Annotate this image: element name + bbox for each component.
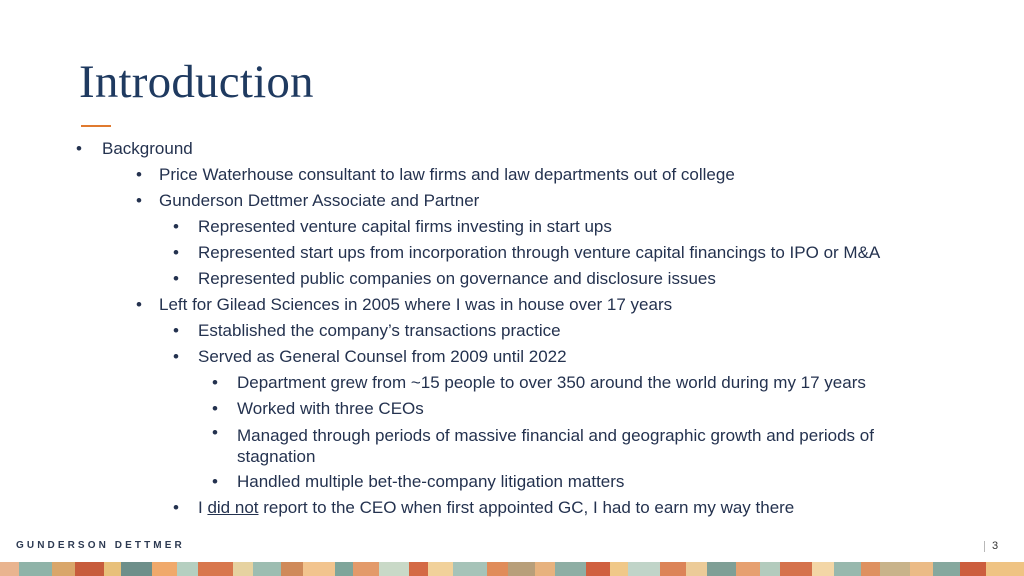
- bullet-list: [0, 136, 1024, 521]
- stripe-segment: [428, 562, 452, 576]
- stripe-segment: [812, 562, 834, 576]
- stripe-segment: [508, 562, 536, 576]
- stripe-segment: [861, 562, 880, 576]
- stripe-segment: [736, 562, 760, 576]
- bullet-litigation-matters: • Handled multiple bet-the-company litigation matters: [0, 469, 1024, 495]
- stripe-segment: [834, 562, 861, 576]
- stripe-segment: [121, 562, 152, 576]
- bullet-gilead-sciences: • Left for Gilead Sciences in 2005 where I was in house over 17 years: [0, 292, 1024, 318]
- stripe-segment: [198, 562, 233, 576]
- stripe-segment: [379, 562, 409, 576]
- bullet-general-counsel: • Served as General Counsel from 2009 until 2022: [0, 344, 1024, 370]
- stripe-segment: [253, 562, 281, 576]
- stripe-segment: [152, 562, 177, 576]
- bullet-report-post: report to the CEO when first appointed GC, I had to earn my way there: [258, 498, 795, 517]
- stripe-segment: [880, 562, 910, 576]
- stripe-segment: [52, 562, 75, 576]
- stripe-segment: [177, 562, 198, 576]
- stripe-segment: [933, 562, 961, 576]
- stripe-segment: [707, 562, 736, 576]
- stripe-segment: [586, 562, 609, 576]
- stripe-segment: [19, 562, 52, 576]
- stripe-segment: [660, 562, 685, 576]
- stripe-segment: [760, 562, 780, 576]
- bullet-start-ups: • Represented start ups from incorporation through venture capital financings to IPO or M&A: [0, 240, 1024, 266]
- stripe-segment: [555, 562, 586, 576]
- stripe-segment: [453, 562, 487, 576]
- stripe-segment: [75, 562, 104, 576]
- stripe-segment: [686, 562, 707, 576]
- bullet-report-pre: I: [198, 498, 208, 517]
- stripe-segment: [487, 562, 508, 576]
- stripe-segment: [960, 562, 985, 576]
- stripe-segment: [0, 562, 19, 576]
- stripe-segment: [104, 562, 121, 576]
- stripe-segment: [409, 562, 428, 576]
- bullet-transactions-practice: • Established the company’s transactions practice: [0, 318, 1024, 344]
- bullet-three-ceos: • Worked with three CEOs: [0, 396, 1024, 422]
- bullet-background: • Background: [0, 136, 1024, 162]
- underlined-did-not: did not: [207, 498, 259, 517]
- brand-wordmark: GUNDERSON DETTMER: [16, 540, 185, 551]
- stripe-segment: [628, 562, 661, 576]
- title-accent-line: [81, 125, 111, 127]
- stripe-segment: [780, 562, 812, 576]
- bullet-report-to-ceo: [0, 495, 1024, 521]
- stripe-segment: [303, 562, 335, 576]
- stripe-segment: [535, 562, 555, 576]
- bullet-venture-capital-firms: • Represented venture capital firms investing in start ups: [0, 214, 1024, 240]
- stripe-segment: [610, 562, 628, 576]
- stripe-segment: [986, 562, 1024, 576]
- bullet-public-companies: • Represented public companies on governance and disclosure issues: [0, 266, 1024, 292]
- bullet-price-waterhouse: • Price Waterhouse consultant to law firms and law departments out of college: [0, 162, 1024, 188]
- page-number-divider: [984, 541, 985, 552]
- stripe-segment: [353, 562, 380, 576]
- stripe-segment: [910, 562, 933, 576]
- bullet-department-grew: • Department grew from ~15 people to over 350 around the world during my 17 years: [0, 370, 1024, 396]
- bullet-gunderson-dettmer: • Gunderson Dettmer Associate and Partner: [0, 188, 1024, 214]
- bullet-growth-periods: • Managed through periods of massive financial and geographic growth and periods of stagnation: [0, 422, 1024, 469]
- footer-color-stripe: [0, 562, 1024, 576]
- stripe-segment: [233, 562, 253, 576]
- slide-title: Introduction: [79, 56, 314, 108]
- page-number: 3: [992, 540, 999, 552]
- stripe-segment: [335, 562, 353, 576]
- stripe-segment: [281, 562, 303, 576]
